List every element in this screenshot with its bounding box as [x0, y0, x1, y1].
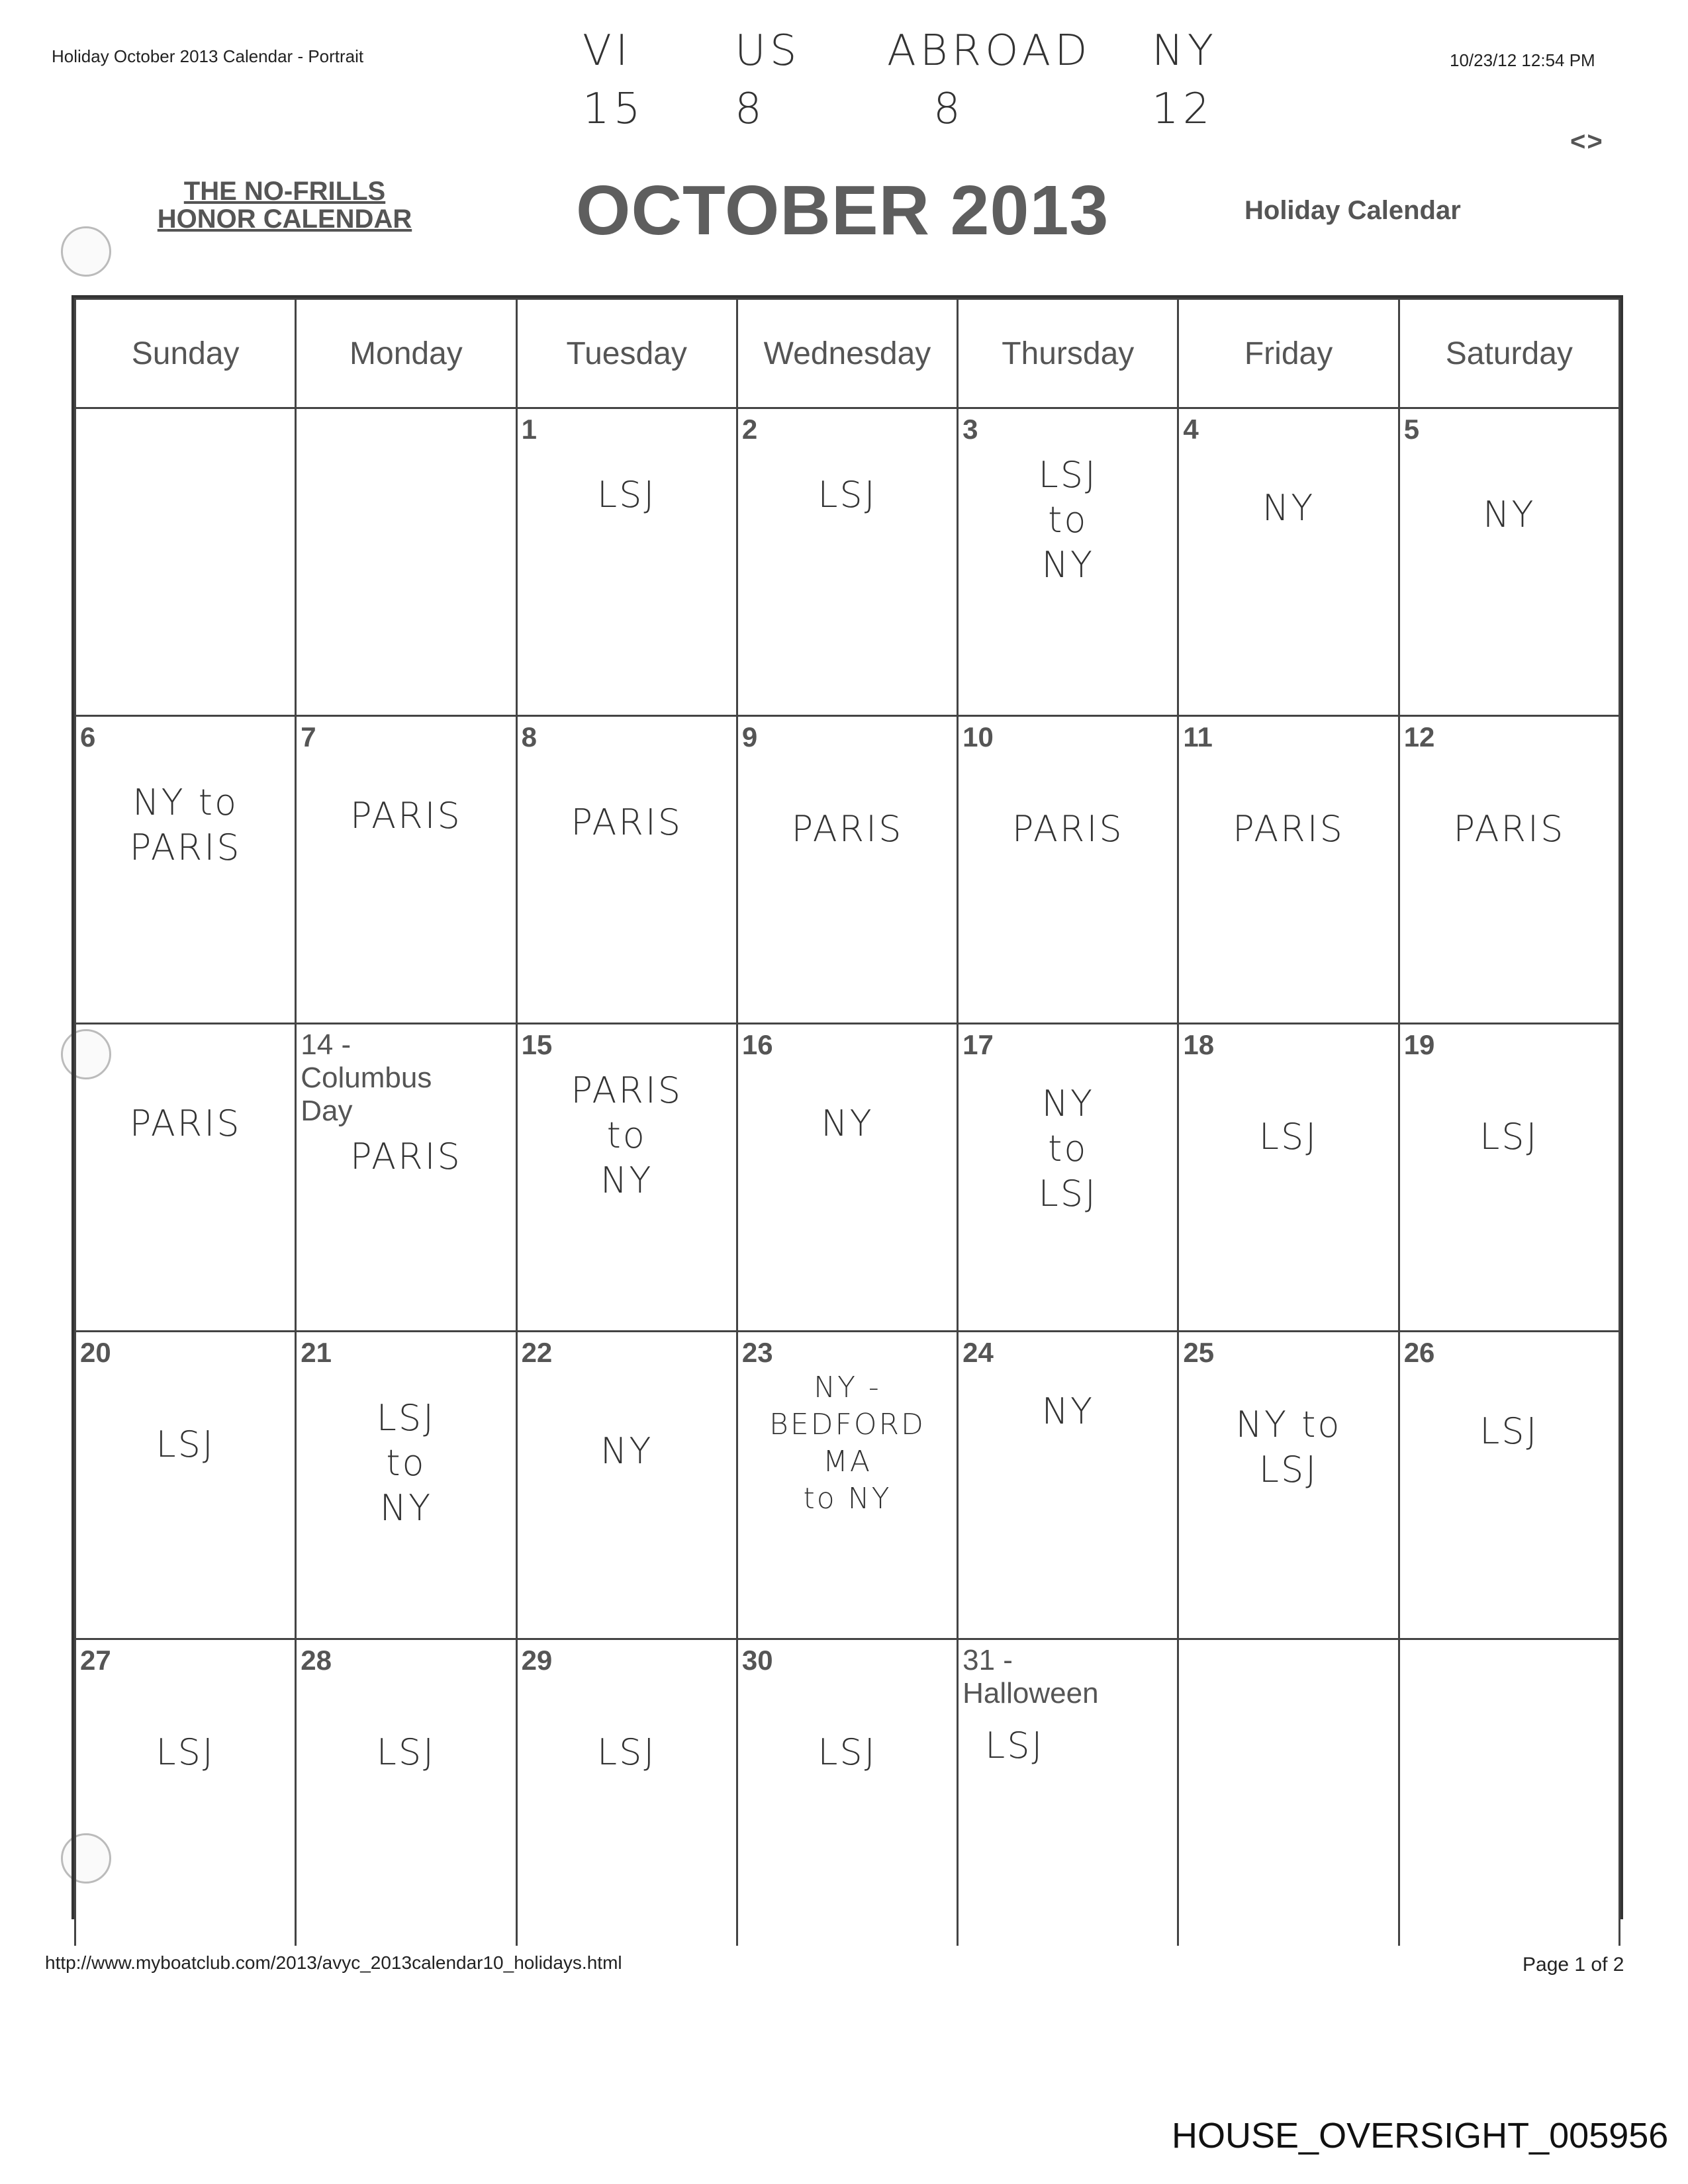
day-number: 22 [521, 1337, 553, 1368]
day-cell [737, 1024, 957, 1332]
day-number: 24 [962, 1337, 994, 1368]
day-cell [516, 1639, 737, 1946]
weekday-header-row [75, 299, 1620, 408]
handwritten-note: NY [1041, 1390, 1094, 1432]
day-number: 16 [741, 1029, 773, 1060]
handwritten-note: PARIS to NY [571, 1069, 683, 1201]
day-cell [296, 1639, 516, 1946]
day-cell [958, 1332, 1178, 1639]
week-row [75, 1024, 1620, 1332]
day-number: 26 [1403, 1337, 1435, 1368]
day-number: 8 [521, 721, 537, 752]
day-cell [737, 408, 957, 716]
day-cell [958, 408, 1178, 716]
handwritten-note: PARIS [571, 801, 683, 843]
handwritten-note: NY to PARIS [129, 782, 242, 868]
binder-hole-icon [61, 226, 111, 277]
day-cell [296, 1024, 516, 1332]
day-cell [516, 716, 737, 1024]
day-number: 27 [80, 1645, 111, 1676]
week-row [75, 1332, 1620, 1639]
handwritten-note: LSJ to NY [376, 1397, 436, 1529]
day-cell [1178, 1639, 1399, 1946]
page-title: OCTOBER 2013 [576, 171, 1109, 250]
handwritten-note: LSJ [1258, 1116, 1319, 1158]
handwritten-note: LSJ [1479, 1116, 1539, 1158]
day-cell [296, 408, 516, 716]
weekday-header: Sunday [75, 299, 296, 408]
day-cell [958, 1639, 1178, 1946]
tally-value: 12 [1152, 85, 1214, 134]
brand-line-2: HONOR CALENDAR [157, 205, 412, 234]
day-cell [1399, 1024, 1619, 1332]
day-number: 21 [301, 1337, 332, 1368]
day-cell [516, 1024, 737, 1332]
day-cell [1178, 1332, 1399, 1639]
day-number: 18 [1183, 1029, 1215, 1060]
day-number: 15 [521, 1029, 553, 1060]
day-cell [737, 716, 957, 1024]
day-cell [75, 408, 296, 716]
handwritten-note: LSJ [985, 1725, 1045, 1766]
day-number: 25 [1183, 1337, 1215, 1368]
day-number: 30 [741, 1645, 773, 1676]
tally-label: ABROAD [887, 26, 1092, 75]
tally-value: 8 [735, 85, 766, 134]
page-caption: Holiday October 2013 Calendar - Portrait [52, 46, 364, 66]
handwritten-note: LSJ [156, 1424, 215, 1465]
day-cell [1399, 1639, 1619, 1946]
day-cell [737, 1639, 957, 1946]
handwritten-note: NY [1262, 487, 1315, 529]
day-number: 1 [521, 414, 537, 445]
day-cell [516, 1332, 737, 1639]
day-cell [75, 1332, 296, 1639]
day-cell [1399, 716, 1619, 1024]
day-number: 6 [80, 721, 96, 752]
week-row [75, 1639, 1620, 1946]
weekday-header: Thursday [958, 299, 1178, 408]
source-url: http://www.myboatclub.com/2013/avyc_2013calendar10_holidays.html [45, 1952, 622, 1973]
bates-number: HOUSE_OVERSIGHT_005956 [1172, 2116, 1669, 2156]
handwritten-note: NY [821, 1103, 874, 1144]
day-number [1400, 1640, 1618, 1644]
tally-label: NY [1152, 26, 1217, 75]
day-cell [1178, 1024, 1399, 1332]
day-number: 12 [1403, 721, 1435, 752]
handwritten-note: LSJ [1479, 1410, 1539, 1452]
handwritten-note: PARIS [1233, 808, 1344, 850]
handwritten-note: NY to LSJ [1235, 1404, 1342, 1490]
day-number: 23 [741, 1337, 773, 1368]
day-number [1179, 1640, 1397, 1644]
day-number: 11 [1183, 721, 1213, 752]
weekday-header: Monday [296, 299, 516, 408]
week-row [75, 716, 1620, 1024]
weekday-header: Tuesday [516, 299, 737, 408]
day-number: 28 [301, 1645, 332, 1676]
day-cell [296, 716, 516, 1024]
day-number: 14 - Columbus Day [301, 1028, 432, 1127]
day-number: 2 [741, 414, 758, 445]
handwritten-note: NY to LSJ [1038, 1083, 1098, 1214]
calendar-brand[interactable] [142, 177, 427, 233]
tally-abroad [887, 26, 1092, 134]
handwritten-note: PARIS [350, 1136, 462, 1177]
day-cell [1178, 408, 1399, 716]
handwritten-note: PARIS [350, 795, 462, 837]
day-number [297, 409, 515, 413]
tally-label: VI [583, 26, 632, 75]
day-number: 31 - Halloween [962, 1644, 1099, 1709]
day-number: 19 [1403, 1029, 1435, 1060]
handwritten-note: PARIS [1011, 808, 1124, 850]
page-indicator: Page 1 of 2 [1523, 1954, 1624, 1976]
day-number: 4 [1183, 414, 1199, 445]
handwritten-note: PARIS [791, 808, 904, 850]
handwritten-note: LSJ [376, 1731, 436, 1773]
handwritten-note: PARIS [129, 1103, 242, 1144]
tally-label: US [735, 26, 801, 75]
day-cell [958, 1024, 1178, 1332]
nav-arrows-icon: <> [1570, 127, 1604, 156]
handwritten-note: LSJ [156, 1731, 215, 1773]
weekday-header: Friday [1178, 299, 1399, 408]
weekday-header: Saturday [1399, 299, 1619, 408]
handwritten-note: PARIS [1453, 808, 1566, 850]
day-cell [75, 1639, 296, 1946]
day-cell [958, 716, 1178, 1024]
day-cell [737, 1332, 957, 1639]
brand-line-1: THE NO-FRILLS [183, 177, 386, 206]
day-cell [1178, 716, 1399, 1024]
handwritten-note: NY [1483, 494, 1536, 535]
page-subtitle: Holiday Calendar [1244, 196, 1461, 225]
day-cell [1399, 408, 1619, 716]
day-cell [296, 1332, 516, 1639]
handwritten-note: LSJ [818, 1731, 877, 1773]
weekday-header: Wednesday [737, 299, 957, 408]
calendar-grid [71, 295, 1623, 1919]
day-cell [1399, 1332, 1619, 1639]
day-number: 20 [80, 1337, 111, 1368]
day-cell [75, 716, 296, 1024]
day-number: 9 [741, 721, 758, 752]
day-cell [516, 408, 737, 716]
day-number: 10 [962, 721, 994, 752]
tally-ny [1152, 26, 1350, 134]
handwritten-note: NY - BEDFORD MA to NY [769, 1371, 925, 1516]
day-number: 3 [962, 414, 978, 445]
day-number: 17 [962, 1029, 994, 1060]
day-number: 7 [301, 721, 316, 752]
day-cell [75, 1024, 296, 1332]
print-timestamp: 10/23/12 12:54 PM [1450, 50, 1595, 70]
day-number [76, 409, 295, 413]
handwritten-note: LSJ [818, 474, 877, 516]
handwritten-note: NY [600, 1430, 653, 1472]
day-number: 5 [1403, 414, 1420, 445]
day-number [76, 1024, 295, 1028]
tally-value: 15 [583, 85, 645, 134]
handwritten-note: LSJ [597, 474, 657, 516]
week-row [75, 408, 1620, 716]
tally-value: 8 [933, 85, 964, 134]
handwritten-note: LSJ [597, 1731, 657, 1773]
day-number: 29 [521, 1645, 553, 1676]
handwritten-note: LSJ to NY [1038, 454, 1098, 586]
